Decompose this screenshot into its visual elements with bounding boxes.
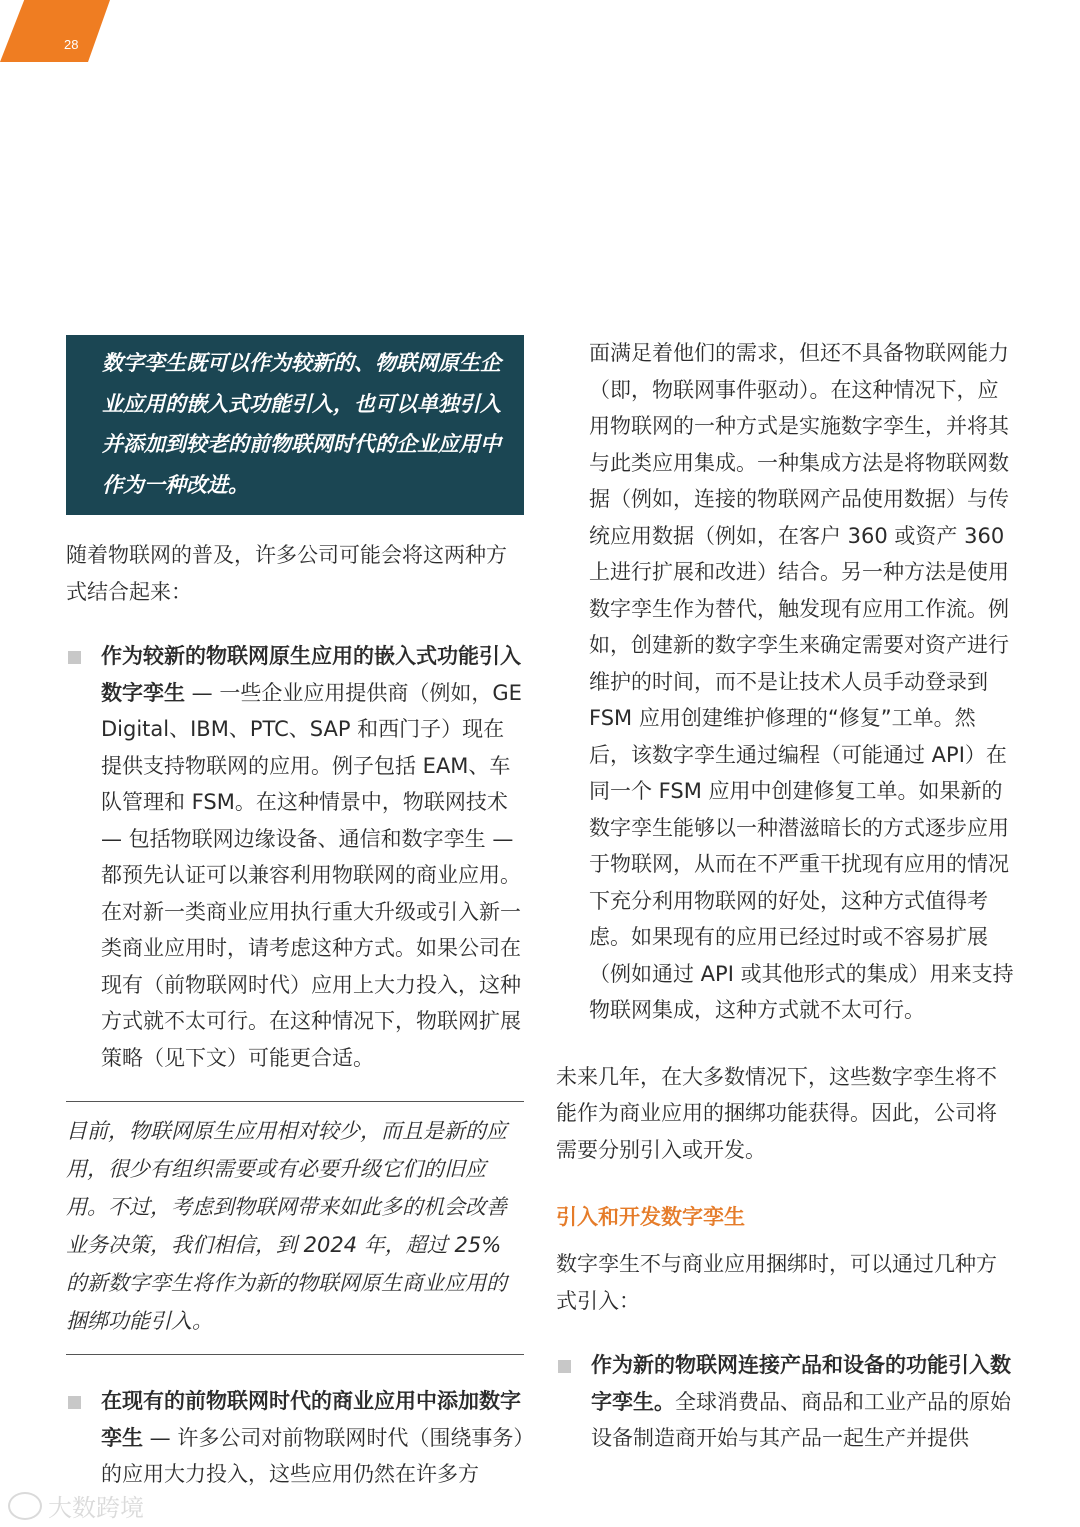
- watermark-logo-icon: [8, 1492, 42, 1520]
- bullet-title: 作为新的物联网连接产品和设备的功能引入数字孪生。: [591, 1353, 1011, 1414]
- bullet-text: [591, 1347, 1016, 1457]
- bullet-body: — 一些企业应用提供商（例如，GE Digital、IBM、PTC、SAP 和西门子）现在提供支持物联网的应用。例子包括 EAM、车队管理和 FSM。在这种情景中，物联网技术 — 包括物联网边缘设备、通信和数字孪生 — 都预先认证可以兼容利用物联网的商业应用。在对新一类商业应用执行重大升级或引入新一类商业应用时，请考虑这种方式。如果公司在现有（前物联网时代）应用上大力投入，这种方式就不太可行。在这种情况下，物联网扩展策略（见下文）可能更合适。: [101, 680, 522, 1070]
- section-heading: 引入和开发数字孪生: [556, 1205, 745, 1229]
- continued-bullet-text: 面满足着他们的需求，但还不具备物联网能力（即，物联网事件驱动）。在这种情况下，应用物联网的一种方式是实施数字孪生，并将其与此类应用集成。一种集成方法是将物联网数据（例如，连接的物联网产品使用数据）与传统应用数据（例如，在客户 360 或资产 360 上进行扩展和改进）结合。另一种方法是使用数字孪生作为替代，触发现有应用工作流。例如，创建新的数字孪生来确定需要对资产进行维护的时间，而不是让技术人员手动登录到 FSM 应用创建维护修理的“修复”工单。然后，该数字孪生通过编程（可能通过 API）在同一个 FSM 应用中创建修复工单。如果新的数字孪生能够以一种潜滋暗长的方式逐步应用于物联网，从而在不严重干扰现有应用的情况下充分利用物联网的好处，这种方式值得考虑。如果现有的应用已经过时或不容易扩展（例如通过 API 或其他形式的集成）用来支持物联网集成，这种方式就不太可行。: [589, 341, 1014, 1022]
- bullet-body: 全球消费品、商品和工业产品的原始设备制造商开始与其产品一起生产并提供: [591, 1389, 1011, 1450]
- bullet-square-icon: [558, 1360, 571, 1373]
- page-tab: [0, 0, 110, 62]
- pull-quote-callout: 数字孪生既可以作为较新的、物联网原生企业应用的嵌入式功能引入，也可以单独引入并添加到较老的前物联网时代的企业应用中作为一种改进。: [66, 335, 524, 515]
- page-number: 28: [64, 37, 79, 52]
- intro-paragraph: 随着物联网的普及，许多公司可能会将这两种方式结合起来：: [66, 543, 507, 604]
- watermark: [8, 1488, 144, 1523]
- bullet-title: 在现有的前物联网时代的商业应用中添加数字孪生: [101, 1389, 521, 1450]
- right-column: [556, 335, 1016, 1457]
- bullet-item-legacy-apps: [66, 1383, 524, 1493]
- bullet-body: — 许多公司对前物联网时代（围绕事务）的应用大力投入，这些应用仍然在许多方: [101, 1425, 524, 1486]
- paragraph-intro-methods: 数字孪生不与商业应用捆绑时，可以通过几种方式引入：: [556, 1252, 997, 1313]
- bullet-title: 作为较新的物联网原生应用的嵌入式功能引入数字孪生: [101, 644, 521, 705]
- bullet-item-connected-products: [556, 1347, 1016, 1457]
- bullet-square-icon: [68, 651, 81, 664]
- bullet-square-icon: [68, 1396, 81, 1409]
- left-column: [66, 335, 524, 1493]
- bullet-text: [101, 1383, 524, 1493]
- watermark-text: 大数跨境: [48, 1494, 144, 1522]
- bullet-text: [101, 638, 524, 1076]
- paragraph-future: 未来几年，在大多数情况下，这些数字孪生将不能作为商业应用的捆绑功能获得。因此，公司将需要分别引入或开发。: [556, 1064, 997, 1162]
- bullet-item-native-apps: [66, 638, 524, 1076]
- italic-quote: 目前，物联网原生应用相对较少，而且是新的应用，很少有组织需要或有必要升级它们的旧应用。不过，考虑到物联网带来如此多的机会改善业务决策，我们相信，到 2024 年，超过 25% 的新数字孪生将作为新的物联网原生商业应用的捆绑功能引入。: [66, 1101, 524, 1355]
